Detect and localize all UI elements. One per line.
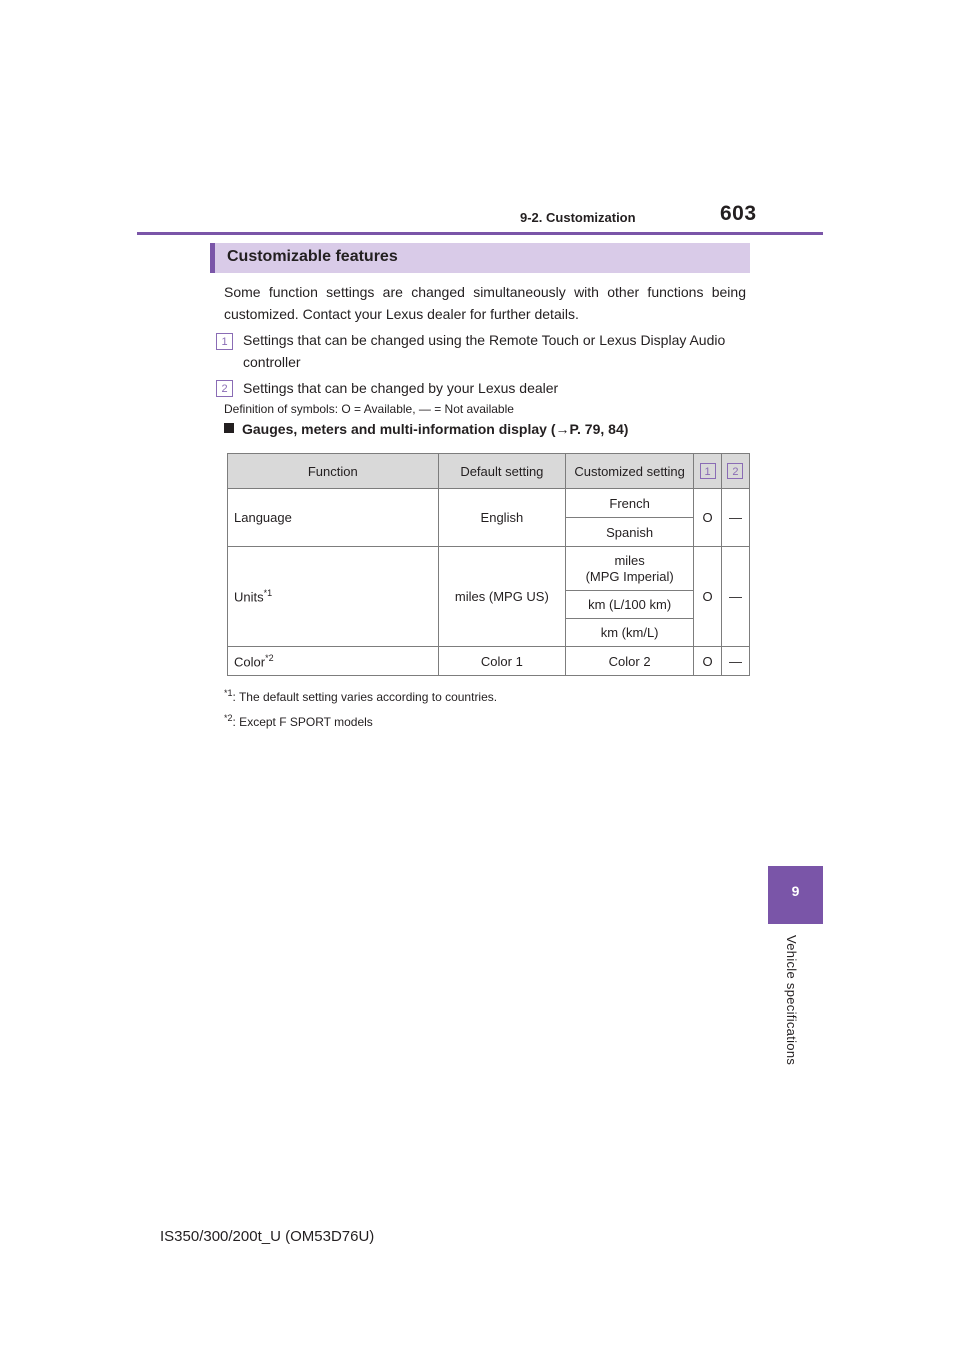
row-col2: — [721,547,749,647]
footnote-1: $^{*1}$: The default setting varies according to countries. [224,688,498,704]
footnote-2: $^{*2}$: Except F SPORT models [224,713,373,729]
footer-model-code: IS350/300/200t_U (OM53D76U) [160,1228,375,1245]
header-default: Default setting [438,454,566,489]
row-col1: O [694,547,722,647]
intro-paragraph: Some function settings are changed simultaneously with other functions being customized. Contact your Lexus dealer for further details. [224,284,746,322]
page-number: 603 [720,202,757,225]
table-row [228,647,750,676]
running-header-section: 9-2. Customization [520,210,636,225]
subsection-heading-text: Gauges, meters and multi-information display (→P. 79, 84) [242,421,629,437]
square-bullet-icon [224,423,234,433]
row-col1: O [694,489,722,547]
row-function: Language [228,489,439,547]
header-rule [137,232,823,235]
section-title-bar [210,243,750,273]
header-col-1: 1 [694,454,722,489]
row-default: miles (MPG US) [438,547,566,647]
row-col2: — [721,489,749,547]
legend-number-1: 1 [216,333,233,350]
legend-number-2: 2 [216,380,233,397]
row-option: km (km/L) [566,619,694,647]
row-default: Color 1 [438,647,566,676]
chapter-tab: 9 [768,866,823,924]
header-customized: Customized setting [566,454,694,489]
section-title: Customizable features [227,248,398,265]
row-option: Color 2 [566,647,694,676]
footnote-mark: *2 [265,652,274,663]
row-default: English [438,489,566,547]
row-option: km (L/100 km) [566,591,694,619]
row-col2: — [721,647,749,676]
header-function: Function [228,454,439,489]
table-row [228,547,750,591]
symbol-definition: Definition of symbols: O = Available, — = Not available [224,402,514,416]
subsection-heading [224,421,628,437]
row-option: French [566,489,694,518]
legend-text-1: Settings that can be changed using the Remote Touch or Lexus Display Audio controller [243,332,726,370]
row-option: Spanish [566,518,694,547]
row-function: Color$^{*2}$ [228,647,439,676]
customization-table [227,453,750,676]
row-function: Units$^{*1}$ [228,547,439,647]
table-header-row [228,454,750,489]
chapter-label: Vehicle specifications [784,935,799,1066]
table-row [228,489,750,518]
legend-text-2: Settings that can be changed by your Lexus dealer [243,380,559,396]
header-col-2: 2 [721,454,749,489]
row-col1: O [694,647,722,676]
row-option: miles (MPG Imperial) [566,547,694,591]
footnote-mark: *1 [263,588,273,599]
